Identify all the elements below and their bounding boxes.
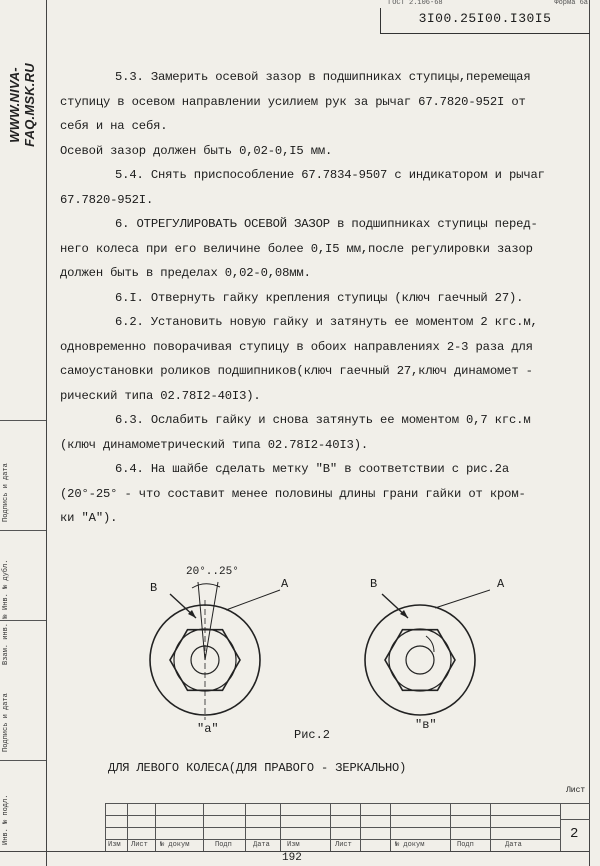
diagram-a xyxy=(150,582,280,720)
tb-line xyxy=(105,839,560,840)
sheet-number: 2 xyxy=(570,826,579,842)
diagram-b xyxy=(365,590,490,715)
leader-a xyxy=(226,590,280,610)
nut-diagram xyxy=(130,560,490,730)
angle-arc xyxy=(192,584,220,588)
doc-code: 3I00.25I00.I30I5 xyxy=(418,11,552,26)
header-form-label: Форма 6а xyxy=(554,0,588,7)
tb-header-doc: № докум xyxy=(160,841,190,849)
text-line: ки "А"). xyxy=(60,511,118,525)
tb-line xyxy=(450,803,451,851)
stamp-signature-date: Подпись и дата xyxy=(2,693,10,752)
tb-header-sheet: Лист xyxy=(131,841,148,849)
washer-outline xyxy=(365,605,475,715)
leader-a xyxy=(435,590,490,608)
text-line: себя и на себя. xyxy=(60,119,168,133)
angle-line xyxy=(205,582,218,660)
tb-line xyxy=(490,803,491,851)
tb-line xyxy=(203,803,204,851)
tb-line xyxy=(105,827,560,828)
tb-line xyxy=(360,803,361,851)
text-line: 5.3. Замерить осевой зазор в подшипниках ступицы,перемещая xyxy=(115,70,531,84)
tb-header-date: Дата xyxy=(253,841,270,849)
text-line: 5.4. Снять приспособление 67.7834-9507 с индикатором и рычаг xyxy=(115,168,545,182)
tb-header-change-2: Изм xyxy=(287,841,300,849)
angle-line xyxy=(198,582,205,660)
stamp-line xyxy=(0,760,46,761)
text-line: 67.7820-952I. xyxy=(60,192,154,207)
label-b-right: B xyxy=(370,577,378,591)
tb-header-sign: Подп xyxy=(215,841,232,849)
angle-label: 20°..25° xyxy=(186,566,239,578)
text-line: рический типа 02.78I2-40I3). xyxy=(60,388,261,403)
label-a-right: A xyxy=(497,577,505,591)
tb-header-change: Изм xyxy=(108,841,121,849)
tb-line xyxy=(105,803,590,804)
nut-hexagon xyxy=(385,630,455,691)
tb-header-sheet-2: Лист xyxy=(335,841,352,849)
stamp-line xyxy=(0,420,46,421)
title-block xyxy=(105,803,590,851)
tb-header-date-2: Дата xyxy=(505,841,522,849)
tb-header-doc-2: № докум xyxy=(395,841,425,849)
text-line: 6. ОТРЕГУЛИРОВАТЬ ОСЕВОЙ ЗАЗОР в подшипниках ступицы перед- xyxy=(115,217,538,231)
tb-line xyxy=(280,803,281,851)
text-line: него колеса при его величине более 0,I5 мм,после регулировки зазор xyxy=(60,241,533,256)
tb-line xyxy=(390,803,391,851)
tb-line xyxy=(245,803,246,851)
sheet-label: Лист xyxy=(566,786,586,795)
tb-line xyxy=(560,803,561,851)
figure-caption: Рис.2 xyxy=(294,728,331,742)
stamp-line xyxy=(0,530,46,531)
text-line: 6.3. Ослабить гайку и снова затянуть ее моментом 0,7 кгс.м xyxy=(115,413,531,427)
watermark-url: WWW.NIVA-FAQ.MSK.RU xyxy=(7,63,37,147)
stamp-replace-inv: Взам. инв. № xyxy=(2,614,10,665)
text-line: одновременно поворачивая ступицу в обоих направлениях 2-3 раза для xyxy=(60,339,533,354)
tb-line xyxy=(105,803,106,851)
tb-line xyxy=(127,803,128,851)
header-form-line xyxy=(380,0,590,8)
tb-line xyxy=(330,803,331,851)
tb-line xyxy=(105,815,560,816)
sublabel-b: "в" xyxy=(415,718,437,732)
text-line: ступицу в осевом направлении усилием рук за рычаг 67.7820-952I от xyxy=(60,94,526,109)
text-line: (20°-25° - что составит менее половины длины грани гайки от кром- xyxy=(60,486,526,501)
hub-circle xyxy=(406,646,434,674)
tb-header-sign-2: Подп xyxy=(457,841,474,849)
frame-right-border xyxy=(589,0,590,866)
text-line: 6.4. На шайбе сделать метку "В" в соответствии с рис.2а xyxy=(115,462,510,476)
body-text xyxy=(60,65,580,531)
stamp-inv-original: Инв. № подл. xyxy=(2,794,10,845)
nut-inner-circle xyxy=(389,629,451,691)
stamp-signature-date-2: Подпись и дата xyxy=(2,463,10,522)
text-line: (ключ динамометрический типа 02.78I2-40I3). xyxy=(60,437,369,452)
label-b-left: B xyxy=(150,581,158,595)
figure-note: ДЛЯ ЛЕВОГО КОЛЕСА(ДЛЯ ПРАВОГО - ЗЕРКАЛЬНО) xyxy=(108,761,407,775)
text-line: самоустановки роликов подшипников(ключ гаечный 27,ключ динамомет - xyxy=(60,364,533,378)
header-standard: ГОСТ 2.106-68 xyxy=(388,0,443,7)
text-line: 6.2. Установить новую гайку и затянуть ее моментом 2 кгс.м, xyxy=(115,315,538,329)
page-number: 192 xyxy=(282,852,302,864)
text-line: Осевой зазор должен быть 0,02-0,I5 мм. xyxy=(60,143,333,158)
text-line: 6.I. Отвернуть гайку крепления ступицы (ключ гаечный 27). xyxy=(115,290,524,305)
text-line: должен быть в пределах 0,02-0,08мм. xyxy=(60,266,311,280)
tb-line xyxy=(155,803,156,851)
sublabel-a: "а" xyxy=(197,722,219,736)
tb-line xyxy=(560,819,590,820)
stamp-inv-duplicate: Инв. № дубл. xyxy=(2,559,10,610)
label-a-left: A xyxy=(281,577,289,591)
frame-left-border xyxy=(46,0,47,866)
